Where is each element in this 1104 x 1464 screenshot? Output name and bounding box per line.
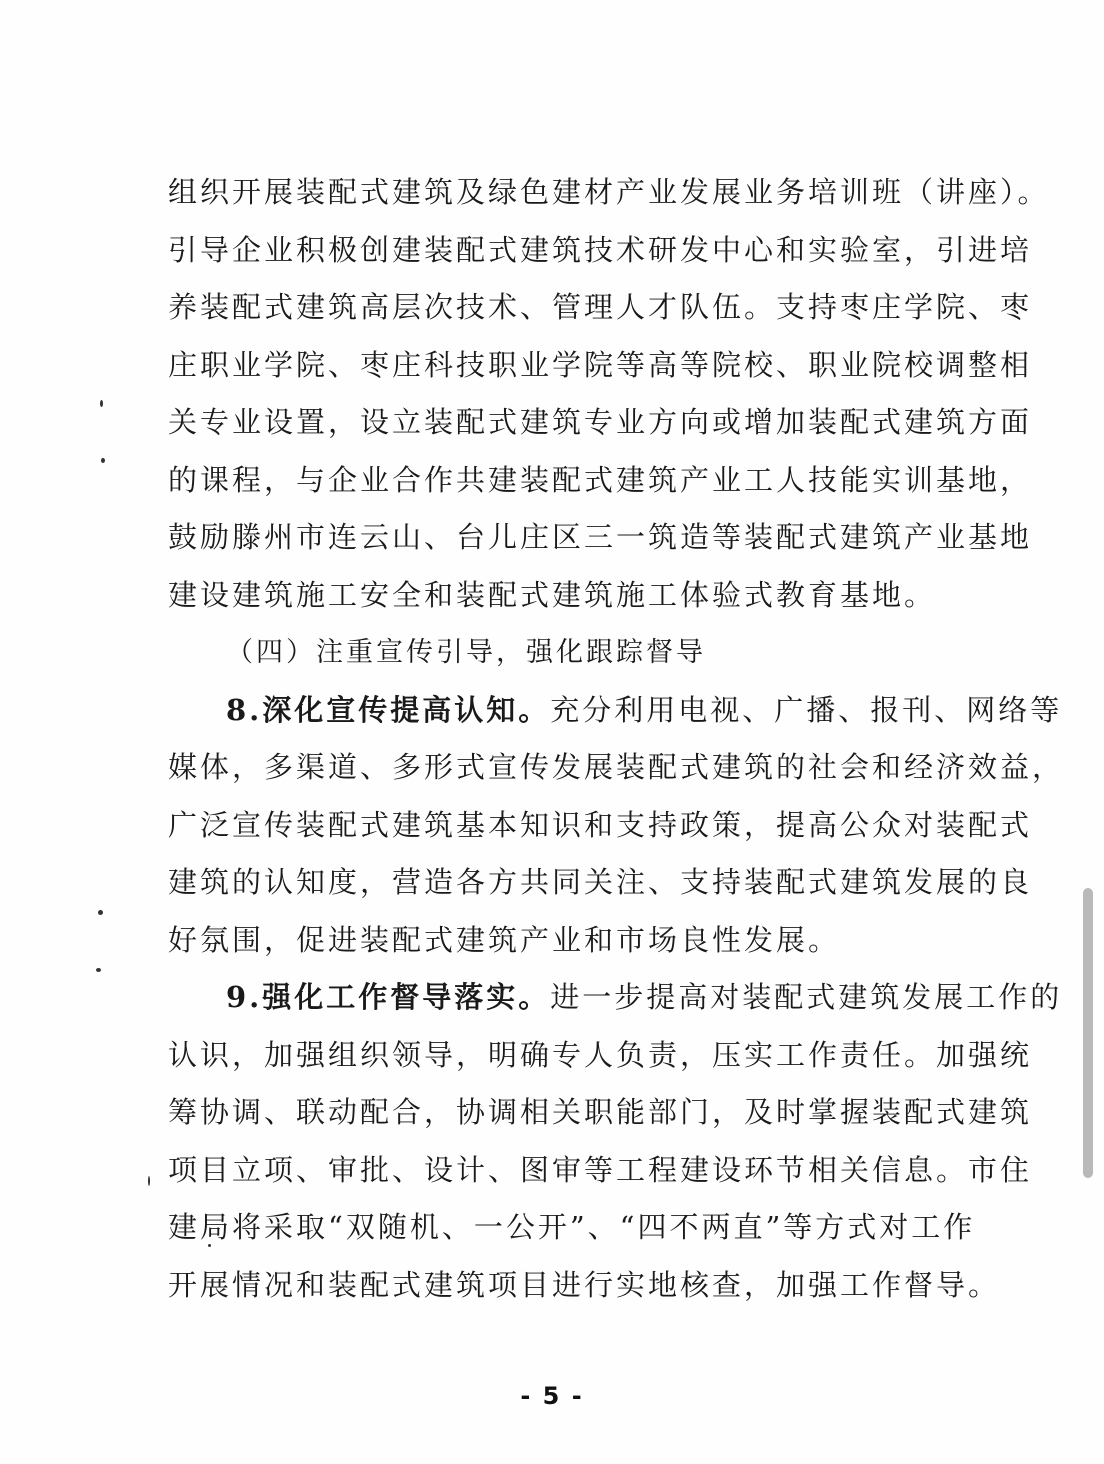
item-9-title: 9.强化工作督导落实。 [226, 980, 551, 1014]
paragraph-line: 筹协调、联动配合，协调相关职能部门，及时掌握装配式建筑 [168, 1095, 1033, 1129]
scan-speck [208, 1244, 211, 1247]
body-text [168, 164, 1065, 1314]
scan-speck [96, 968, 101, 972]
paragraph-line: 建局将采取“双随机、一公开”、“四不两直”等方式对工作 [168, 1210, 976, 1244]
paragraph-line: 的课程，与企业合作共建装配式建筑产业工人技能实训基地， [168, 462, 1033, 497]
paragraph-line: 广泛宣传装配式建筑基本知识和支持政策，提高公众对装配式 [168, 807, 1033, 842]
scrollbar-thumb[interactable] [1083, 888, 1093, 1178]
page-number: - 5 - [520, 1382, 584, 1410]
scan-speck [98, 910, 103, 915]
paragraph-line: 建筑的认知度，营造各方共同关注、支持装配式建筑发展的良 [168, 865, 1033, 899]
paragraph-line: 建设建筑施工安全和装配式建筑施工体验式教育基地。 [168, 577, 937, 612]
item-8-first-line [168, 682, 1063, 740]
item-8-title: 8.深化宣传提高认知。 [226, 692, 551, 727]
paragraph-line: 开展情况和装配式建筑项目进行实地核查，加强工作督导。 [168, 1267, 1001, 1302]
paragraph-line: 养装配式建筑高层次技术、管理人才队伍。支持枣庄学院、枣 [168, 290, 1033, 324]
item-9-first-line [168, 969, 1063, 1027]
paragraph-line: 媒体，多渠道、多形式宣传发展装配式建筑的社会和经济效益， [168, 750, 1065, 784]
paragraph-line: 鼓励滕州市连云山、台儿庄区三一筑造等装配式建筑产业基地 [168, 520, 1033, 554]
scan-speck [101, 458, 105, 463]
paragraph-line: 关专业设置，设立装配式建筑专业方向或增加装配式建筑方面 [168, 405, 1033, 439]
paragraph-line: 庄职业学院、枣庄科技职业学院等高等院校、职业院校调整相 [168, 347, 1033, 382]
item-9-text: 进一步提高对装配式建筑发展工作的 [550, 980, 1063, 1014]
section-heading: （四）注重宣传引导，强化跟踪督导 [226, 637, 706, 668]
scan-speck [148, 1176, 150, 1186]
paragraph-line: 组织开展装配式建筑及绿色建材产业发展业务培训班（讲座）。 [168, 175, 1050, 209]
paragraph-line: 引导企业积极创建装配式建筑技术研发中心和实验室，引进培 [168, 232, 1033, 267]
scan-speck [100, 400, 103, 407]
paragraph-line: 项目立项、审批、设计、图审等工程建设环节相关信息。市住 [168, 1152, 1033, 1187]
paragraph-line: 好氛围，促进装配式建筑产业和市场良性发展。 [168, 922, 841, 957]
paragraph-line: 认识，加强组织领导，明确专人负责，压实工作责任。加强统 [168, 1037, 1033, 1072]
item-8-text: 充分利用电视、广播、报刊、网络等 [550, 692, 1063, 727]
